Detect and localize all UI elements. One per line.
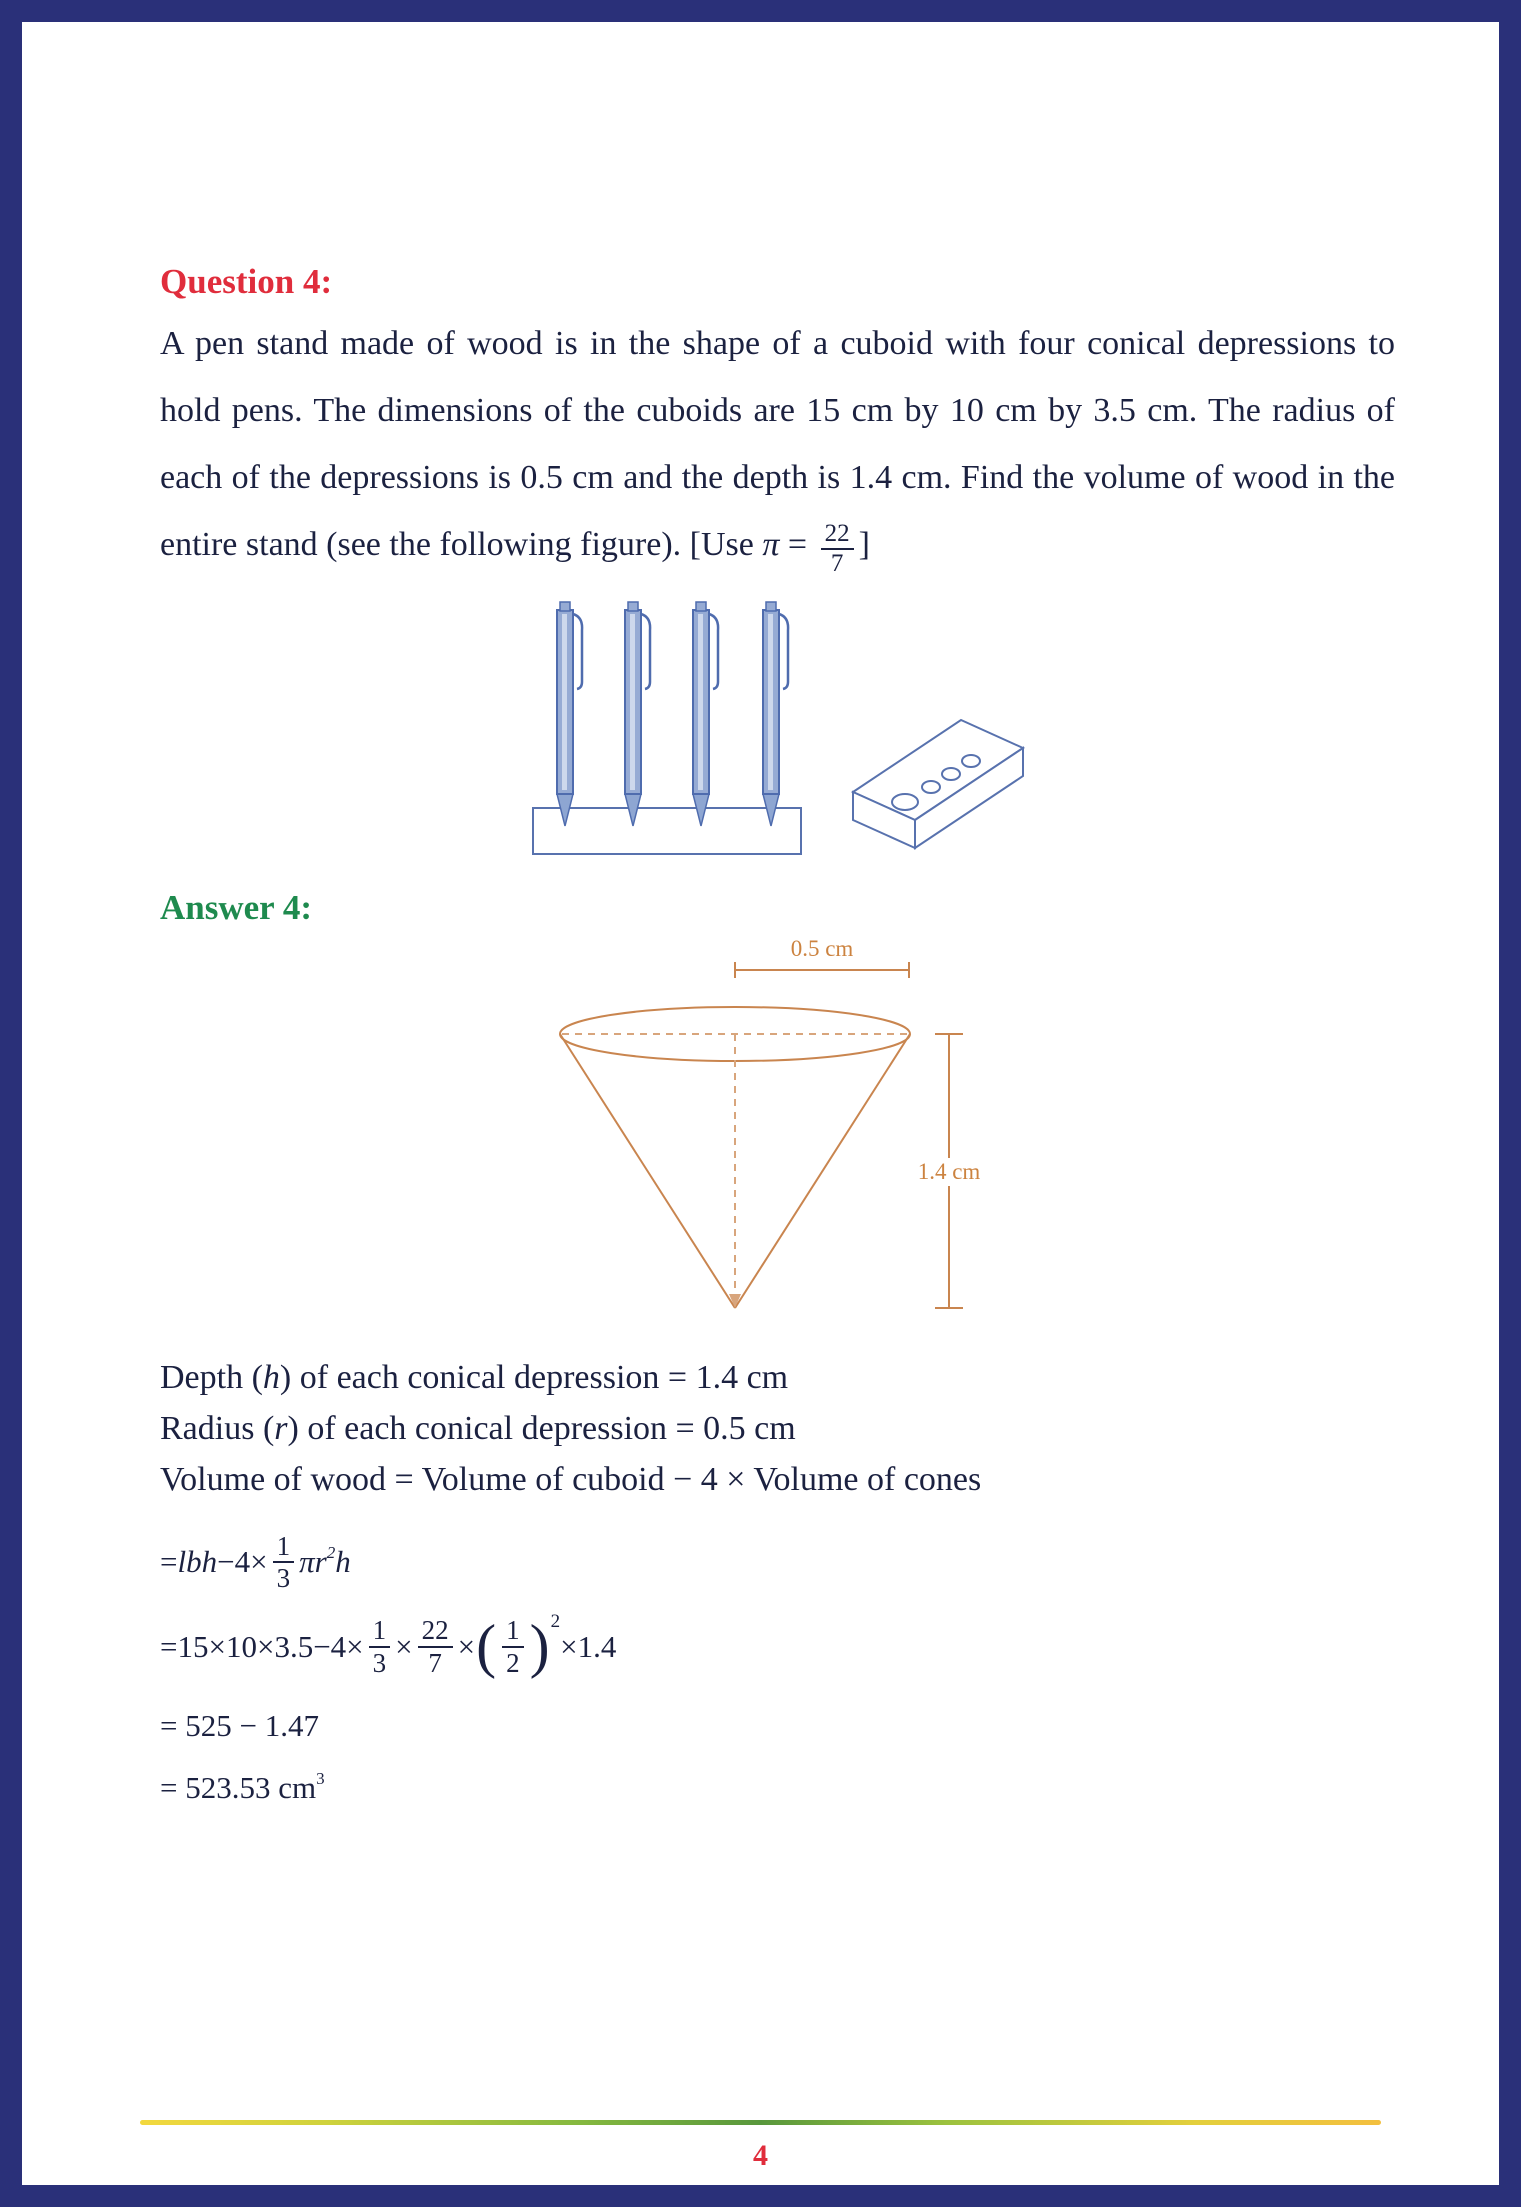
depth-variable: h	[262, 1359, 280, 1396]
radius-measure	[735, 936, 909, 978]
answer-line-volume: Volume of wood = Volume of cuboid − 4 × Volume of cones	[160, 1461, 982, 1498]
squared-exponent: 2	[326, 1542, 336, 1562]
radius-label: 0.5 cm	[790, 936, 854, 961]
depth-value: ) of each conical depression = 1.4 cm	[279, 1359, 789, 1396]
formula-line-2	[160, 1611, 1395, 1680]
equals-sign: =	[779, 526, 816, 563]
question-body: A pen stand made of wood is in the shape of a cuboid with four conical depressions to hold pens. The dimensions of the cuboids are 15 cm by 10 cm by 3.5 cm. The radius of each of the depressions is 0.5 cm and the depth is 1.4 cm. Find the volume of wood in the entire stand (see the following figure). [Use	[160, 325, 1395, 563]
lbh-term: lbh	[177, 1544, 218, 1580]
depression-hole	[942, 768, 960, 780]
footer-rule	[140, 2120, 1381, 2125]
fraction-numerator: 22	[821, 520, 854, 550]
pen-icon	[557, 602, 582, 826]
one-third-fraction: $\frac{1}{3}$	[369, 1615, 391, 1677]
one-third-fraction: $\frac{1}{3}$	[273, 1531, 295, 1593]
bracket-close: ]	[858, 526, 870, 563]
height-label: 1.4 cm	[917, 1159, 981, 1184]
cone-figure	[557, 936, 1007, 1338]
pen-icon	[625, 602, 650, 826]
formula-line-4	[160, 1770, 1395, 1806]
times-sign: ×	[395, 1628, 413, 1664]
close-paren: )	[529, 1613, 550, 1680]
pens-illustration	[531, 596, 1031, 858]
minus-term: −4×	[217, 1544, 268, 1580]
height-measure	[907, 1034, 991, 1308]
pen-icon	[693, 602, 718, 826]
open-paren: (	[476, 1613, 497, 1680]
pi-r-term: πr	[299, 1544, 327, 1580]
result-value: = 523.53 cm	[160, 1769, 317, 1805]
radius-text: Radius (	[160, 1410, 275, 1447]
pen-icon	[763, 602, 788, 826]
cuboid-illustration	[853, 720, 1023, 848]
h-term: h	[335, 1544, 351, 1580]
answer-line-depth	[160, 1352, 1395, 1403]
question-label: Question 4:	[160, 262, 333, 301]
times-height-term: ×1.4	[560, 1628, 617, 1664]
depth-text: Depth (	[160, 1359, 263, 1396]
fraction-denominator: 7	[830, 550, 844, 578]
page-number: 4	[753, 2139, 768, 2172]
page-content	[22, 22, 1499, 1806]
equals: =	[160, 1544, 178, 1580]
answer-label: Answer 4:	[160, 888, 312, 927]
question-text	[160, 310, 1395, 578]
formula-line-1	[160, 1531, 1395, 1593]
one-half-fraction: $\frac{1}{2}$	[502, 1615, 524, 1677]
cone-diagram	[557, 936, 1007, 1338]
pi-fraction	[821, 520, 854, 578]
pen-tray	[533, 808, 801, 854]
formula-line-3: = 525 − 1.47	[160, 1707, 319, 1743]
depression-hole	[922, 781, 940, 793]
radius-value: ) of each conical depression = 0.5 cm	[287, 1410, 796, 1447]
pi-symbol: π	[762, 526, 780, 563]
answer-line-radius	[160, 1403, 1395, 1454]
solution-math	[160, 1531, 1395, 1806]
cone-shape	[560, 1007, 910, 1308]
squared-exponent: 2	[550, 1611, 561, 1633]
pen-stand-figure	[531, 596, 1031, 858]
radius-variable: r	[274, 1410, 288, 1447]
depression-hole	[892, 794, 918, 810]
cubed-exponent: 3	[316, 1768, 325, 1788]
twenty-two-sevenths-fraction: $\frac{22}{7}$	[418, 1615, 453, 1677]
substitution-lead: =15×10×3.5−4×	[160, 1628, 364, 1664]
depression-hole	[962, 755, 980, 767]
times-sign: ×	[457, 1628, 476, 1664]
